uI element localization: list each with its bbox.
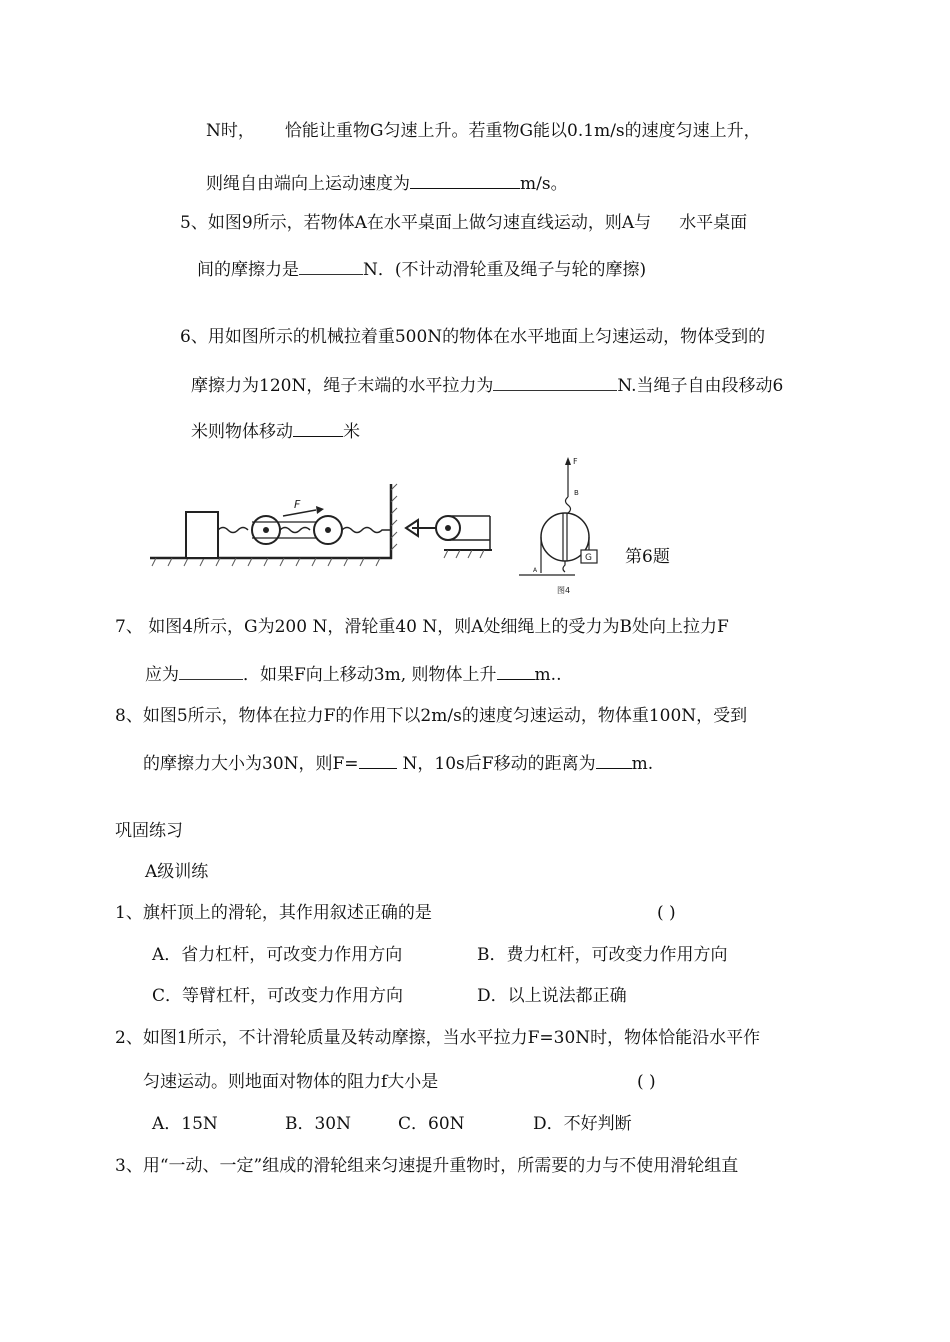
text: B．费力杠杆，可改变力作用方向	[477, 945, 728, 965]
p2-line1	[115, 1027, 760, 1049]
q4-line1	[206, 120, 761, 142]
q7-line2	[145, 661, 561, 686]
force-label: F	[573, 457, 578, 466]
p2-option-c[interactable]	[398, 1113, 465, 1135]
p2-option-d[interactable]	[533, 1113, 632, 1135]
text: 则绳自由端向上运动速度为	[206, 174, 410, 194]
answer-blank[interactable]	[493, 372, 617, 391]
text: D．以上说法都正确	[477, 986, 627, 1006]
weight-label: G	[585, 553, 592, 563]
text: 摩擦力为120N，绳子末端的水平拉力为	[191, 376, 494, 396]
text: 水平桌面	[679, 213, 748, 233]
text: 恰能让重物G匀速上升。若重物G能以0.1m/s的速度匀速上升，	[284, 121, 761, 141]
p1-question	[115, 902, 432, 924]
text: B．30N	[285, 1114, 351, 1134]
text: ( )	[637, 1072, 656, 1092]
text: 巩固练习	[115, 821, 183, 841]
answer-blank[interactable]	[497, 661, 535, 680]
p2-line2	[143, 1071, 438, 1093]
text: 5、如图9所示，若物体A在水平桌面上做匀速直线运动，则A与	[180, 213, 652, 233]
text: 8、如图5所示，物体在拉力F的作用下以2m/s的速度匀速运动，物体重100N，受到	[115, 706, 748, 726]
text: A．15N	[152, 1114, 218, 1134]
text: 第6题	[625, 547, 670, 567]
p1-answer-paren[interactable]	[657, 902, 676, 924]
text: 米则物体移动	[191, 422, 293, 442]
answer-blank[interactable]	[410, 170, 520, 189]
text: C．60N	[398, 1114, 465, 1134]
level-title	[145, 861, 208, 883]
q4-line2	[206, 170, 568, 195]
text: D．不好判断	[533, 1114, 632, 1134]
q6-line2	[191, 372, 783, 397]
force-label: F	[294, 498, 301, 511]
figure-label-q6	[625, 546, 670, 568]
answer-blank[interactable]	[359, 750, 397, 769]
text: 6、用如图所示的机械拉着重500N的物体在水平地面上匀速运动，物体受到的	[180, 327, 766, 347]
p2-option-a[interactable]	[152, 1113, 218, 1135]
text: m..	[534, 665, 562, 685]
q8-line1	[115, 705, 747, 727]
text: N.当绳子自由段移动6	[617, 376, 784, 396]
text: 间的摩擦力是	[197, 260, 299, 280]
text: ( )	[657, 903, 676, 923]
p3-line1	[115, 1155, 738, 1177]
text: m.	[631, 754, 654, 774]
text: 2、如图1所示，不计滑轮质量及转动摩擦，当水平拉力F=30N时，物体恰能沿水平作	[115, 1028, 761, 1048]
text: m/s。	[520, 174, 568, 194]
text: C．等臂杠杆，可改变力作用方向	[152, 986, 404, 1006]
q7-line1	[115, 616, 729, 638]
section-title	[115, 820, 183, 842]
point-a-label: A	[533, 567, 538, 574]
pulley-vertical-figure	[515, 455, 615, 600]
text: N，10s后F移动的距离为	[402, 754, 596, 774]
answer-blank[interactable]	[299, 256, 363, 275]
answer-blank[interactable]	[596, 750, 632, 769]
p1-option-c[interactable]	[152, 985, 403, 1007]
q5-line2	[197, 256, 646, 281]
text: 应为	[145, 665, 179, 685]
answer-blank[interactable]	[179, 661, 243, 680]
p1-option-a[interactable]	[152, 944, 402, 966]
point-b-label: B	[574, 489, 579, 497]
p2-option-b[interactable]	[285, 1113, 351, 1135]
text: 米	[343, 422, 360, 442]
answer-blank[interactable]	[293, 418, 343, 437]
p1-option-b[interactable]	[477, 944, 728, 966]
q8-line2	[143, 750, 653, 775]
pulley-horizontal-figure	[148, 468, 498, 573]
p2-answer-paren[interactable]	[637, 1071, 656, 1093]
text: 7、 如图4所示，G为200 N，滑轮重40 N，则A处细绳上的受力为B处向上拉力F	[115, 617, 729, 637]
q5-line1	[180, 212, 747, 234]
text: 匀速运动。则地面对物体的阻力f大小是	[143, 1072, 439, 1092]
text: N．(不计动滑轮重及绳子与轮的摩擦)	[363, 260, 647, 280]
text: 1、旗杆顶上的滑轮，其作用叙述正确的是	[115, 903, 432, 923]
q6-line3	[191, 418, 360, 443]
q6-line1	[180, 326, 765, 348]
p1-option-d[interactable]	[477, 985, 627, 1007]
text: N时，	[206, 121, 255, 141]
figure-caption: 图4	[557, 586, 571, 595]
text: ．如果F向上移动3m, 则物体上升	[243, 665, 497, 685]
text: A．省力杠杆，可改变力作用方向	[152, 945, 403, 965]
text: 的摩擦力大小为30N，则F=	[143, 754, 359, 774]
text: 3、用“一动、一定”组成的滑轮组来匀速提升重物时，所需要的力与不使用滑轮组直	[115, 1156, 739, 1176]
text: A级训练	[145, 862, 209, 882]
